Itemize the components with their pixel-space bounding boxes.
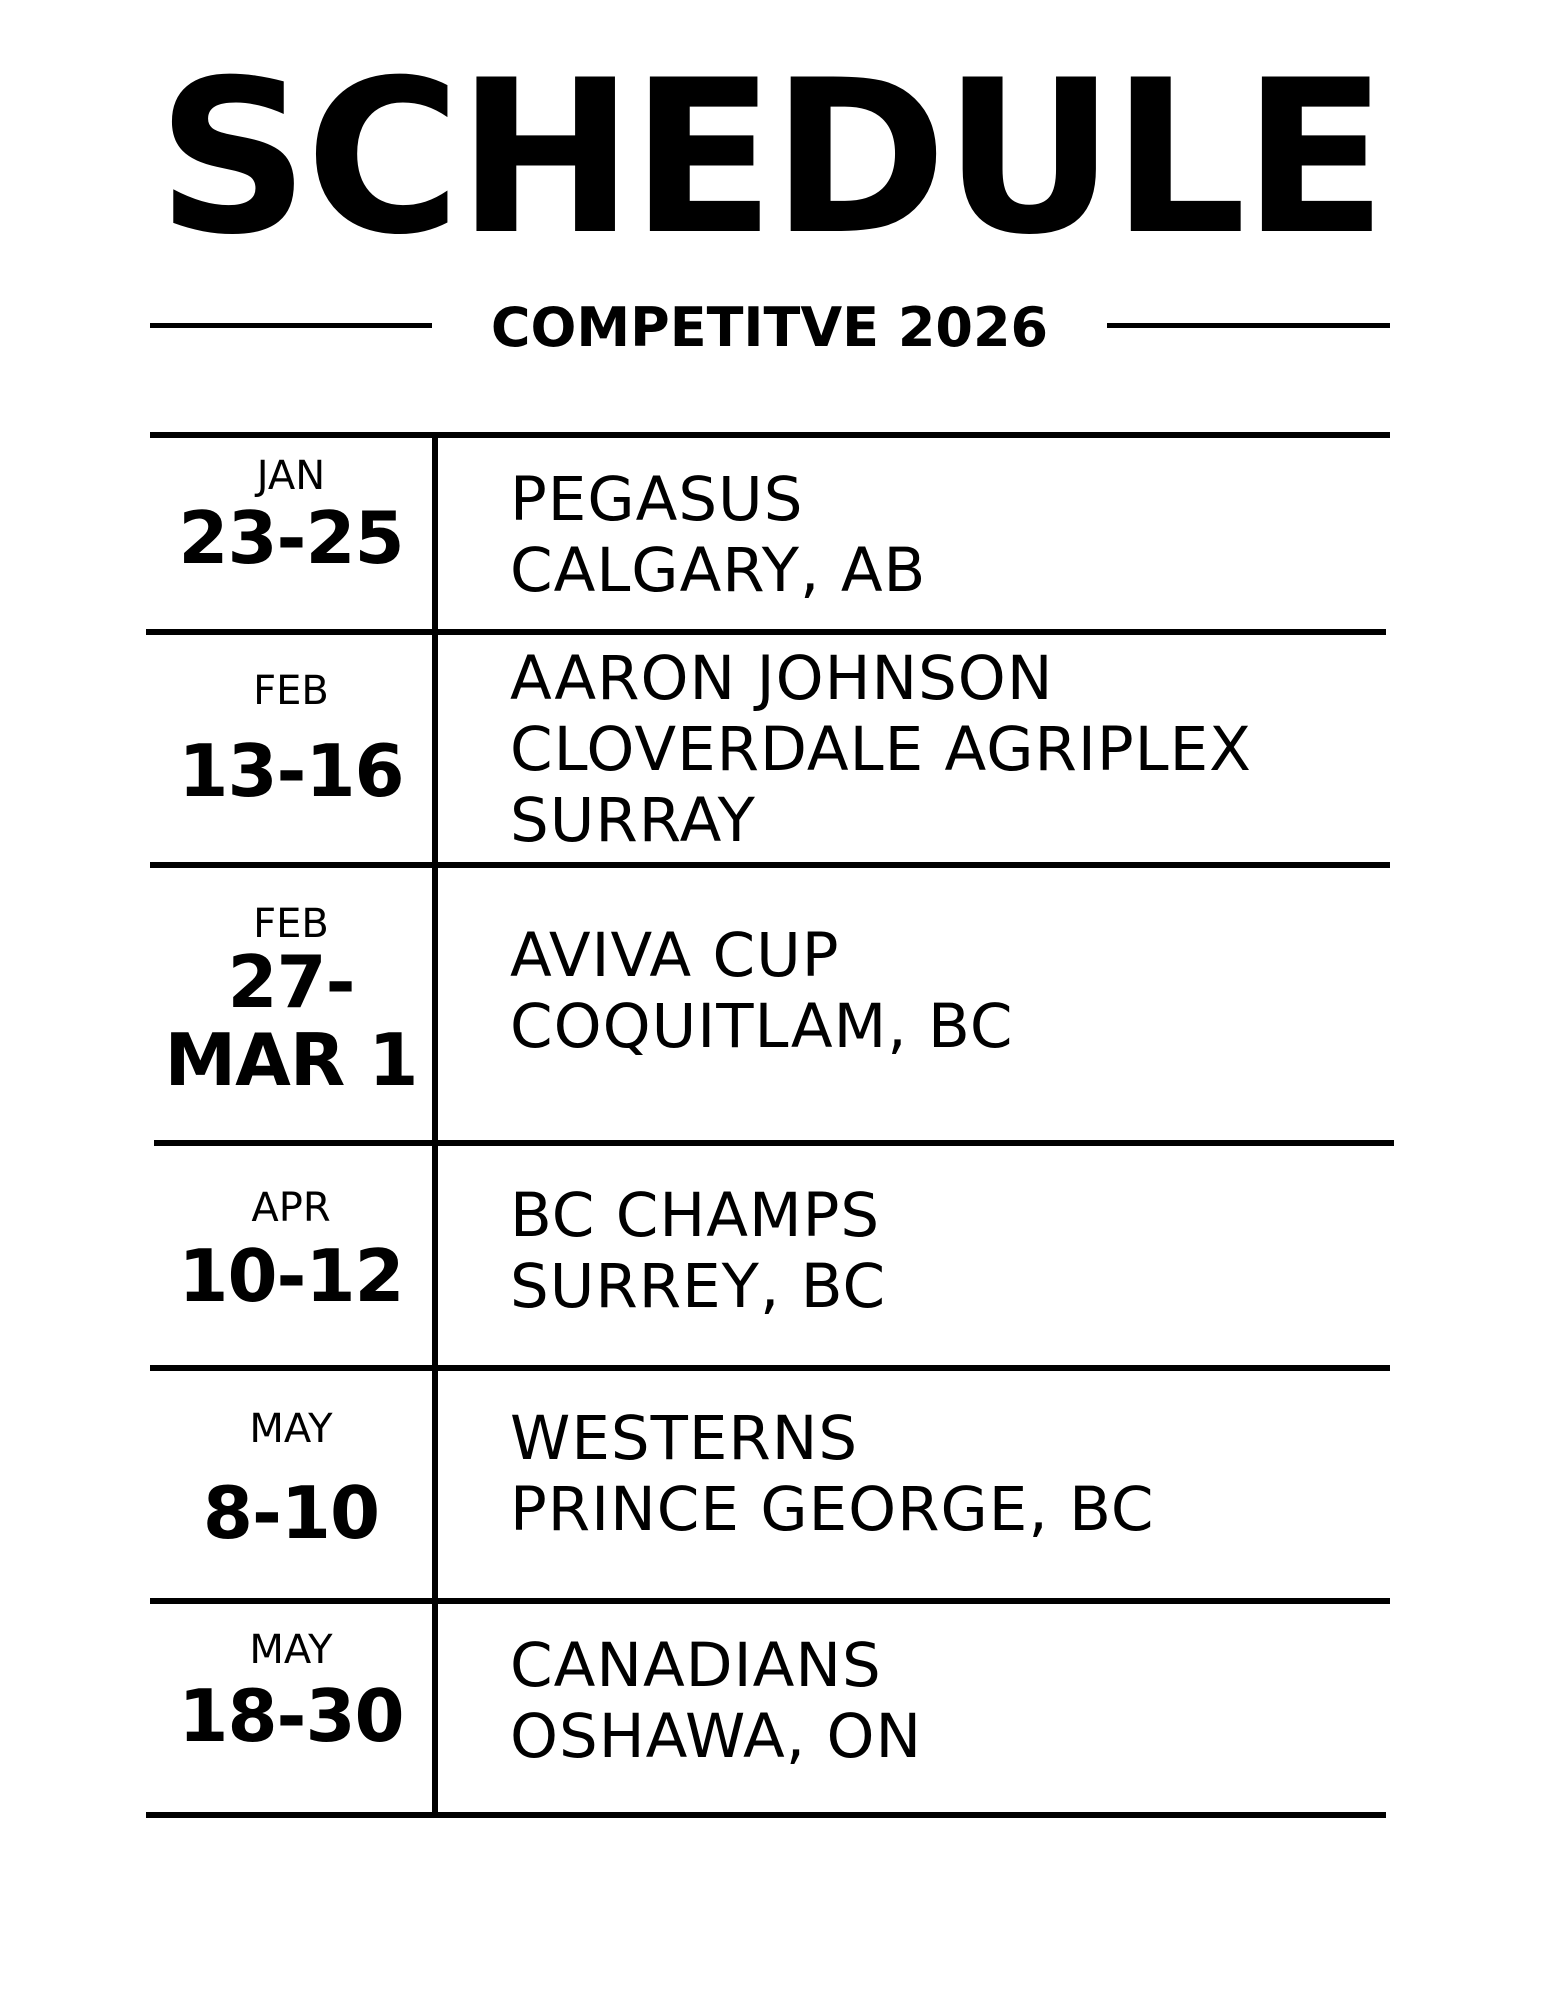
event-days: 18-30 [178,1674,404,1758]
event-month: FEB [253,901,329,947]
event-month: MAY [249,1406,333,1452]
event-days: 8-10 [202,1471,380,1555]
event-name: AARON JOHNSON [510,643,1054,714]
event-name: WESTERNS [510,1403,859,1474]
event-month: FEB [253,668,329,714]
event-month: APR [251,1185,331,1231]
event-location: CALGARY, AB [510,535,927,606]
table-row [150,1140,1390,1365]
date-cell [150,1627,432,1758]
event-location: COQUITLAM, BC [510,991,1014,1062]
event-cell [510,464,1380,606]
date-cell [150,668,432,813]
event-cell [510,1403,1380,1545]
event-cell [510,920,1380,1062]
event-cell [510,1630,1380,1772]
event-location: SURREY, BC [510,1251,887,1322]
event-days: 27- [227,940,355,1024]
table-row [150,862,1390,1140]
table-row [150,432,1390,629]
event-name: AVIVA CUP [510,920,840,991]
event-location: OSHAWA, ON [510,1701,923,1772]
date-cell [150,1185,432,1318]
event-cell [510,643,1380,856]
event-month: MAY [249,1627,333,1673]
event-name: CANADIANS [510,1630,882,1701]
event-month: JAN [256,453,326,499]
table-row [150,629,1390,862]
event-location: PRINCE GEORGE, BC [510,1474,1155,1545]
table-rule [146,1812,1386,1818]
event-location: CLOVERDALE AGRIPLEX [510,714,1252,785]
event-days: 13-16 [178,729,404,813]
table-row [150,1598,1390,1812]
page-title: SCHEDULE [156,34,1384,281]
event-name: PEGASUS [510,464,804,535]
date-cell [150,901,432,1102]
event-cell [510,1180,1380,1322]
event-location: SURRAY [510,785,756,856]
event-name: BC CHAMPS [510,1180,881,1251]
table-row [150,1365,1390,1598]
event-days: 23-25 [178,496,404,580]
date-cell [150,1406,432,1555]
subtitle: COMPETITVE 2026 [490,296,1049,359]
date-cell [150,453,432,580]
event-days-end: MAR 1 [164,1018,418,1102]
event-days: 10-12 [178,1234,404,1318]
